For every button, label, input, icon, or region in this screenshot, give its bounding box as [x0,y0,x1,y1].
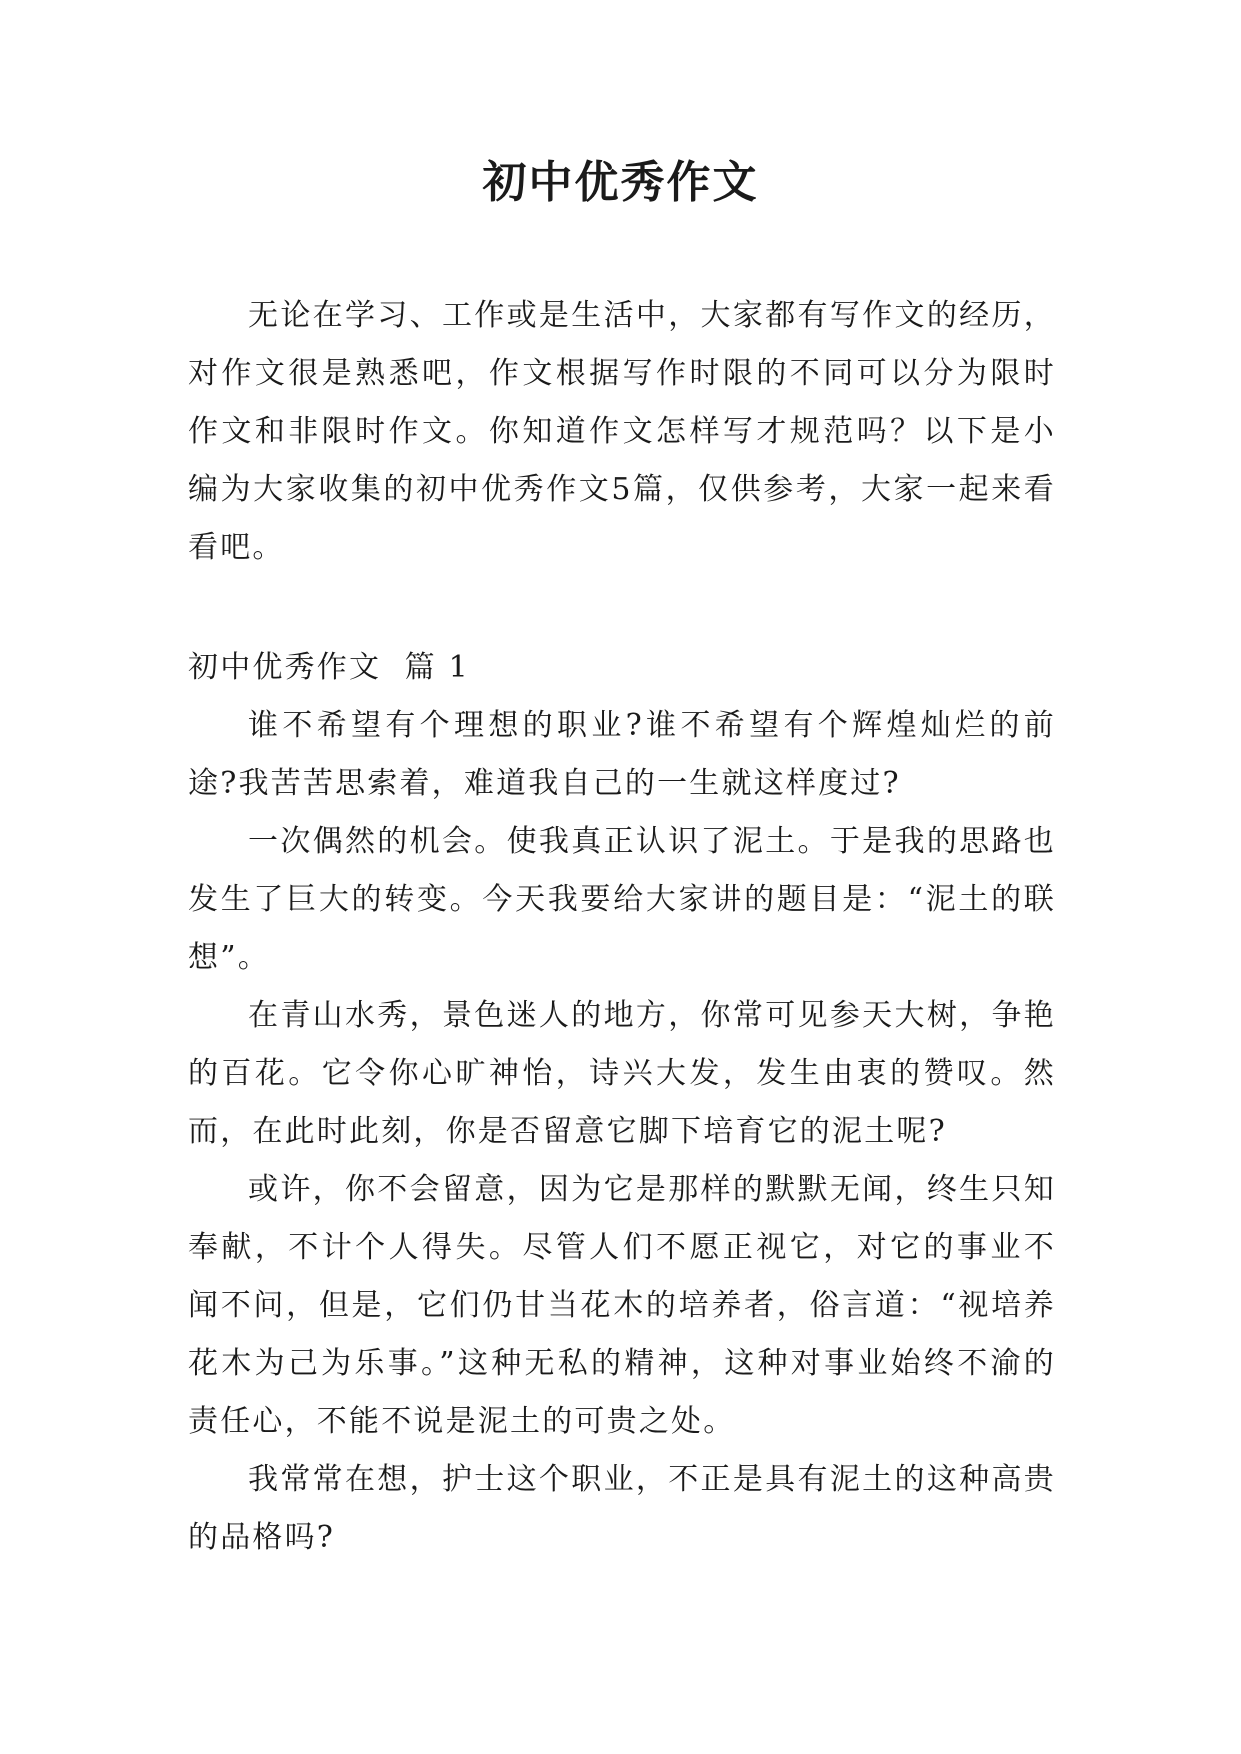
intro-block [188,287,1056,577]
essay-paragraph: 我常常在想，护士这个职业，不正是具有泥土的这种高贵的品格吗? [188,1462,1056,1555]
essay-section-1 [188,639,1056,1567]
essay-paragraph: 在青山水秀，景色迷人的地方，你常可见参天大树，争艳的百花。它令你心旷神怡，诗兴大发，发生由衷的赞叹。然而，在此时此刻，你是否留意它脚下培育它的泥土呢? [188,998,1056,1149]
essay-paragraph: 谁不希望有个理想的职业?谁不希望有个辉煌灿烂的前途?我苦苦思索着，难道我自己的一生就这样度过? [188,708,1056,801]
essay-paragraph: 一次偶然的机会。使我真正认识了泥土。于是我的思路也发生了巨大的转变。今天我要给大家讲的题目是：“泥土的联想”。 [188,824,1056,975]
intro-paragraph: 无论在学习、工作或是生活中，大家都有写作文的经历，对作文很是熟悉吧，作文根据写作时限的不同可以分为限时作文和非限时作文。你知道作文怎样写才规范吗？以下是小编为大家收集的初中优秀作文5篇，仅供参考，大家一起来看看吧。 [188,298,1056,565]
document-title: 初中优秀作文 [482,157,759,208]
section-heading: 初中优秀作文 篇 1 [188,650,470,685]
essay-paragraph: 或许，你不会留意，因为它是那样的默默无闻，终生只知奉献，不计个人得失。尽管人们不愿正视它，对它的事业不闻不问，但是，它们仍甘当花木的培养者，俗言道：“视培养花木为己为乐事。”这种无私的精神，这种对事业始终不渝的责任心，不能不说是泥土的可贵之处。 [188,1172,1056,1439]
